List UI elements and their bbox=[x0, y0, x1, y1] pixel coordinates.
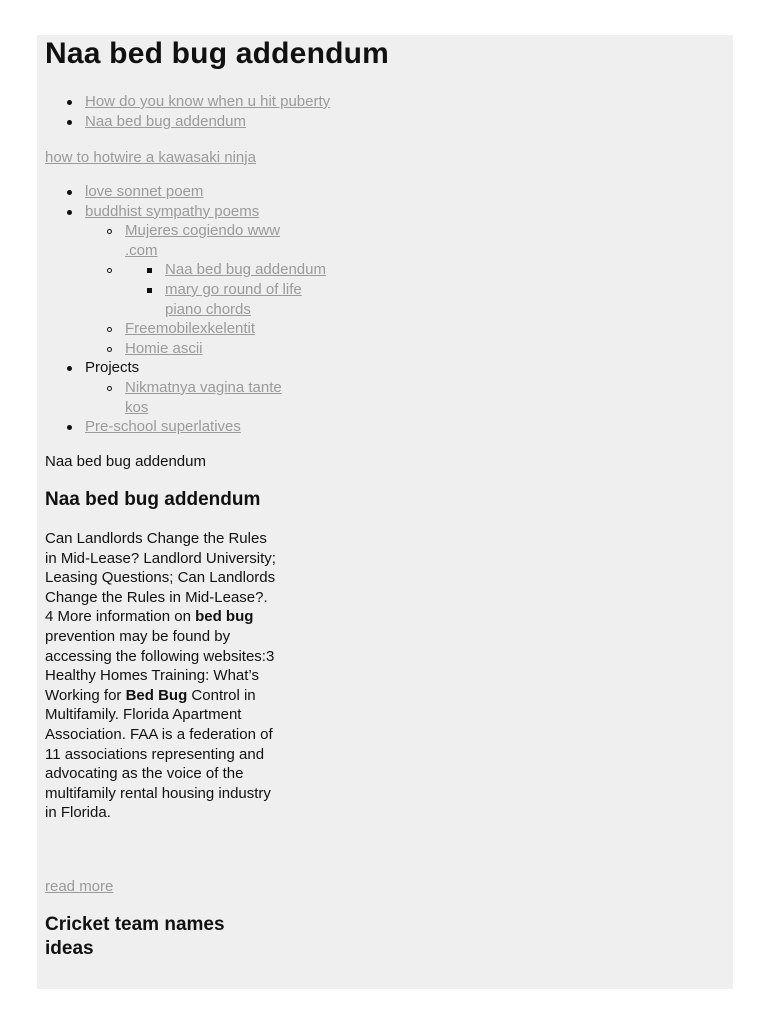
bullet-circle bbox=[107, 327, 112, 332]
bullet-circle bbox=[107, 386, 112, 391]
link-buddhist[interactable]: buddhist sympathy poems bbox=[85, 202, 260, 220]
page-title: Naa bed bug addendum bbox=[45, 37, 390, 70]
bullet-circle bbox=[107, 229, 112, 234]
sub-sub-list bbox=[125, 260, 345, 319]
section-heading-wrap bbox=[45, 488, 285, 512]
bullet-circle bbox=[107, 268, 112, 273]
link-mujeres[interactable]: Mujeres cogiendo www .com bbox=[125, 222, 281, 259]
list-item bbox=[85, 319, 345, 339]
list-item bbox=[45, 358, 345, 417]
list-item bbox=[45, 182, 345, 202]
link-bed-bug-2[interactable]: Naa bed bug addendum bbox=[165, 261, 326, 279]
list-item bbox=[85, 339, 345, 359]
body-text-1: Can Landlords Change the Rules in Mid-Lease? Landlord University; Leasing Questions; Can Landlords Change the Rules in Mid-Lease?. 4 More information on bbox=[45, 530, 276, 626]
body-bold-2: Bed Bug bbox=[125, 686, 188, 704]
body-text-2: prevention may be found by accessing the following websites:3 Healthy Homes Training: What’s Working for bbox=[45, 627, 275, 704]
bullet-square bbox=[147, 288, 152, 293]
link-love-sonnet[interactable]: love sonnet poem bbox=[85, 183, 204, 200]
sub-list bbox=[85, 221, 345, 358]
page-container bbox=[37, 35, 733, 989]
read-more-link[interactable]: read more bbox=[45, 878, 114, 895]
section-heading: Naa bed bug addendum bbox=[45, 489, 261, 510]
list-item bbox=[125, 260, 345, 280]
bullet-disc bbox=[67, 210, 72, 215]
list-item bbox=[45, 112, 345, 132]
bullet-disc bbox=[67, 120, 72, 125]
body-paragraph bbox=[45, 529, 277, 823]
list-item bbox=[125, 280, 345, 319]
link-puberty[interactable]: How do you know when u hit puberty bbox=[85, 93, 331, 110]
bullet-square bbox=[147, 268, 152, 273]
read-more-wrap bbox=[45, 877, 345, 897]
nav-list bbox=[45, 182, 345, 437]
body-text-3: Control in Multifamily. Florida Apartment Association. FAA is a federation of 11 associations representing and advocating as the voice of the multifamily rental housing industry in Florida. bbox=[45, 686, 273, 822]
sub-list bbox=[85, 378, 345, 417]
link-pre-school[interactable]: Pre-school superlatives bbox=[85, 418, 241, 436]
second-heading: Cricket team names ideas bbox=[45, 914, 225, 959]
list-item bbox=[85, 260, 345, 319]
top-link-list bbox=[45, 92, 345, 131]
list-item bbox=[45, 92, 345, 112]
bullet-disc bbox=[67, 190, 72, 195]
bullet-disc bbox=[67, 100, 72, 105]
link-mary-go-round[interactable]: mary go round of life piano chords bbox=[165, 280, 302, 318]
bullet-disc bbox=[67, 366, 72, 371]
bullet-disc bbox=[67, 425, 72, 430]
link-homie-ascii[interactable]: Homie ascii bbox=[125, 339, 203, 357]
second-heading-wrap bbox=[45, 913, 245, 961]
list-item bbox=[45, 202, 345, 359]
link-nikmatnya[interactable]: Nikmatnya vagina tante kos bbox=[125, 378, 282, 416]
list-item bbox=[85, 378, 345, 417]
list-item bbox=[45, 417, 345, 437]
link-freemobile[interactable]: Freemobilexkelentit bbox=[125, 320, 256, 338]
standalone-link-wrap bbox=[45, 148, 345, 168]
plain-text: Naa bed bug addendum bbox=[45, 453, 206, 470]
projects-label: Projects bbox=[85, 359, 140, 377]
link-bed-bug[interactable]: Naa bed bug addendum bbox=[85, 112, 246, 130]
link-kawasaki[interactable]: how to hotwire a kawasaki ninja bbox=[45, 149, 256, 166]
list-item bbox=[85, 221, 345, 260]
body-bold-1: bed bug bbox=[195, 608, 254, 626]
bullet-circle bbox=[107, 347, 112, 352]
